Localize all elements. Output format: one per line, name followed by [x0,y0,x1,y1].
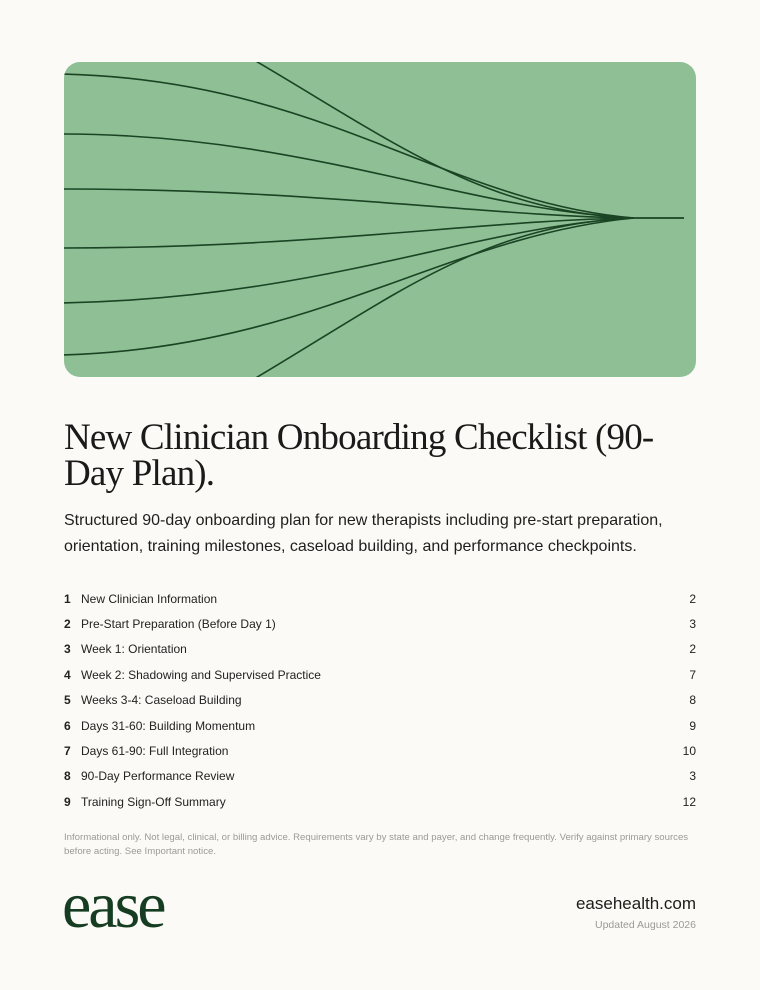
page-title: New Clinician Onboarding Checklist (90-Day Plan). [64,417,654,494]
toc-item[interactable] [64,789,696,814]
toc-item-page: 3 [689,769,696,784]
toc-item[interactable] [64,738,696,763]
toc-item[interactable] [64,688,696,713]
toc-item[interactable] [64,713,696,738]
page-subtitle: Structured 90-day onboarding plan for new therapists including pre-start preparation, orientation, training milestones, caseload building, and performance checkpoints. [64,512,663,555]
toc-item-page: 9 [689,718,696,733]
toc-item-label: Days 61-90: Full Integration [81,744,229,759]
toc-item-page: 10 [682,744,696,759]
toc-item-number: 7 [64,744,71,759]
toc-item-label: Training Sign-Off Summary [81,794,226,809]
toc-item-page: 12 [682,794,696,809]
toc-item-number: 6 [64,718,71,733]
converging-lines-graphic [64,62,696,377]
toc-item-page: 2 [689,591,696,606]
toc-item-page: 7 [689,667,696,682]
updated-date: Updated August 2026 [594,919,696,931]
toc-item[interactable] [64,637,696,662]
toc-item-label: Pre-Start Preparation (Before Day 1) [81,617,276,632]
ease-logo: ease [62,869,164,942]
toc-item-number: 8 [64,769,71,784]
website-link[interactable]: easehealth.com [575,894,696,913]
table-of-contents [64,586,696,815]
toc-item-page: 2 [689,642,696,657]
toc-item-number: 3 [64,642,71,657]
toc-item-label: 90-Day Performance Review [81,769,235,784]
hero-illustration [64,62,696,377]
toc-item-number: 5 [64,693,71,708]
toc-item[interactable] [64,764,696,789]
toc-item-label: Week 2: Shadowing and Supervised Practice [81,667,321,682]
toc-item[interactable] [64,662,696,687]
toc-item-page: 3 [689,617,696,632]
toc-item-page: 8 [689,693,696,708]
toc-item-label: Week 1: Orientation [81,642,187,657]
toc-item-number: 1 [64,591,71,606]
toc-item[interactable] [64,611,696,636]
toc-item-label: New Clinician Information [81,591,218,606]
toc-item-number: 9 [64,794,71,809]
toc-item[interactable] [64,586,696,611]
toc-item-number: 2 [64,617,71,632]
disclaimer-text: Informational only. Not legal, clinical, or billing advice. Requirements vary by state and payer, and change frequently. Verify against primary sources before acting. See Important notice. [64,832,689,857]
toc-item-number: 4 [64,667,71,682]
toc-item-label: Weeks 3-4: Caseload Building [81,693,242,708]
toc-item-label: Days 31-60: Building Momentum [81,718,256,733]
